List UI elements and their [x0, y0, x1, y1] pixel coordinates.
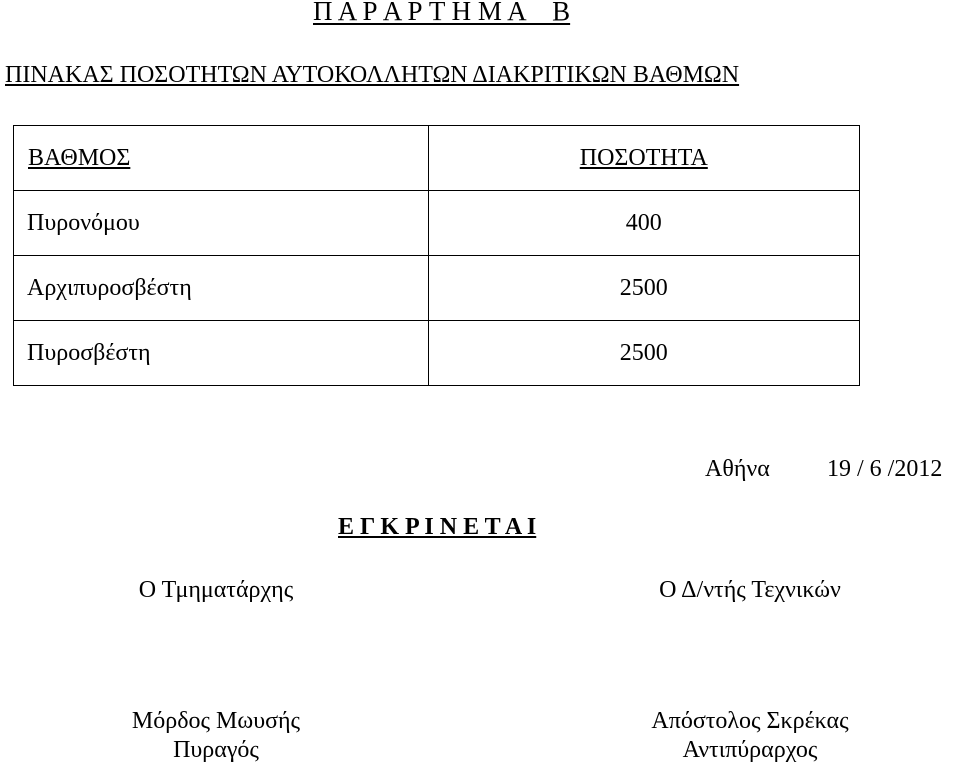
table-row: [14, 256, 860, 321]
dateline-date: 19 / 6 /2012: [827, 456, 943, 482]
quantity-cell: 2500: [428, 321, 859, 386]
approval-label: Ε Γ Κ Ρ Ι Ν Ε Τ Α Ι: [338, 514, 537, 540]
column-header-grade: ΒΑΘΜΟΣ: [14, 126, 429, 191]
table-row: [14, 191, 860, 256]
table-row: [14, 321, 860, 386]
dateline-place: Αθήνα: [705, 456, 770, 482]
grade-cell: Πυρονόμου: [14, 191, 429, 256]
quantity-cell: 400: [428, 191, 859, 256]
quantities-table: [13, 125, 860, 386]
signatory-left-name: Μόρδος Μωυσής: [131, 708, 301, 734]
grade-cell: Αρχιπυροσβέστη: [14, 256, 429, 321]
table-header-row: [14, 126, 860, 191]
signatory-right-rank: Αντιπύραρχος: [682, 737, 818, 763]
column-header-quantity: ΠΟΣΟΤΗΤΑ: [428, 126, 859, 191]
table-title: ΠΙΝΑΚΑΣ ΠΟΣΟΤΗΤΩΝ ΑΥΤΟΚΟΛΛΗΤΩΝ ΔΙΑΚΡΙΤΙΚΩΝ ΒΑΘΜΩΝ: [5, 62, 740, 88]
signatory-left-rank: Πυραγός: [173, 737, 259, 763]
appendix-title: Π Α Ρ Α Ρ Τ Η Μ Α Β: [313, 0, 571, 26]
signatory-right-role: Ο Δ/ντής Τεχνικών: [659, 577, 841, 603]
signatory-left-role: Ο Τμηματάρχης: [138, 577, 294, 603]
grade-cell: Πυροσβέστη: [14, 321, 429, 386]
quantity-cell: 2500: [428, 256, 859, 321]
signatory-right-name: Απόστολος Σκρέκας: [651, 708, 849, 734]
